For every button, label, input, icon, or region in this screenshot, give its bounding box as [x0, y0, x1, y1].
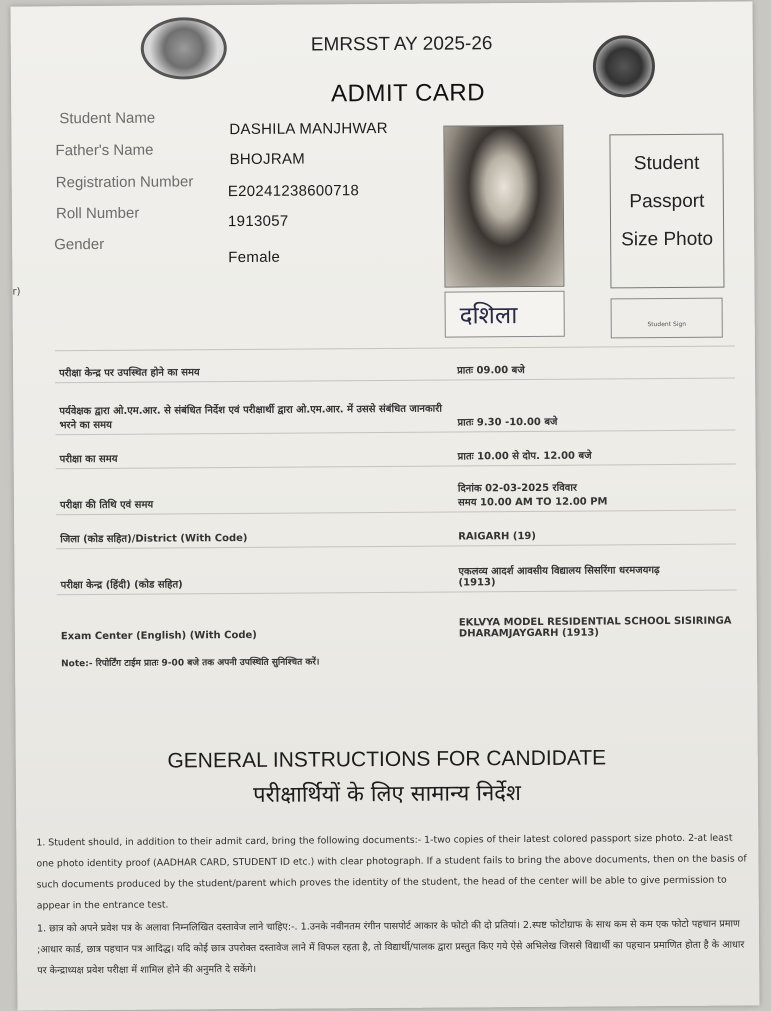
exam-schedule-table	[55, 346, 737, 645]
father-name-value: BHOJRAM	[229, 150, 306, 169]
schedule-key: जिला (कोड सहित)/District (With Code)	[56, 512, 454, 549]
instructions-paragraph-hi: 1. छात्र को अपने प्रवेश पत्र के अलावा निम्नलिखित दस्तावेज लाने चाहिए:-. 1.उनके नवीनतम रंगीन पासपोर्ट आकार के फोटो की दो प्रतियां। 2.स्पष्ट फोटोग्राफ के साथ कम से कम एक फोटो पहचान प्रमाण ;आधार कार्ड, छात्र पहचान पत्र आदिद्ध। यदि कोई छात्र उपरोक्त दस्तावेज लाने में विफल रहता है, तो विद्यार्थी/पालक द्वारा प्रस्तुत किए गये ऐसे अभिलेख जिससे विद्यार्थी का पहचान प्रमाणित होता है के आधार पर केन्द्राध्यक्ष प्रवेश परीक्षा में शामिल होने की अनुमति दे सकेंगे।	[36, 918, 745, 977]
student-signature: दशिला	[459, 301, 518, 330]
schedule-value: प्रातः 9.30 -10.00 बजे	[453, 378, 735, 432]
schedule-key: परीक्षा का समय	[55, 432, 453, 469]
edge-mark: r)	[12, 286, 21, 298]
table-row	[55, 378, 735, 435]
schedule-value-cell	[455, 590, 737, 642]
passport-photo-box	[609, 134, 724, 289]
schedule-value-cell	[454, 464, 736, 512]
admit-card-page	[11, 1, 760, 1010]
gender-value: Female	[228, 248, 281, 267]
student-sign-box	[611, 298, 723, 339]
table-row	[56, 510, 736, 549]
roll-number-value: 1913057	[227, 212, 289, 231]
table-row	[57, 590, 737, 645]
passport-box-line-2: Passport	[629, 190, 705, 213]
emrs-logo-icon	[141, 17, 227, 80]
schedule-value: EKLVYA MODEL RESIDENTIAL SCHOOL SISIRINGA	[458, 615, 732, 628]
schedule-key: परीक्षा केन्द्र पर उपस्थित होने का समय	[55, 348, 453, 383]
table-row	[56, 464, 736, 515]
exam-year-heading: EMRSST AY 2025-26	[310, 33, 493, 56]
reporting-note: Note:- रिपोर्टिंग टाईम प्रातः 9-00 बजे तक अपनी उपस्थिति सुनिश्चित करें।	[61, 657, 320, 670]
table-row	[56, 544, 736, 595]
passport-box-line-3: Size Photo	[621, 228, 714, 251]
father-name-label: Father's Name	[55, 141, 154, 160]
schedule-key: पर्यवेक्षक द्वारा ओ.एम.आर. से संबंधित निर्देश एवं परीक्षार्थी द्वारा ओ.एम.आर. में उससे संबंधित जानकारी भरने का समय	[55, 380, 453, 435]
schedule-value-line-2: (1913)	[458, 577, 496, 589]
student-photo	[443, 125, 564, 288]
schedule-value-line-2: DHARAMJAYGARH (1913)	[458, 627, 599, 639]
schedule-key: Exam Center (English) (With Code)	[57, 592, 455, 645]
registration-number-label: Registration Number	[55, 173, 194, 192]
schedule-value-line-2: समय 10.00 AM TO 12.00 PM	[457, 496, 608, 509]
schedule-value: प्रातः 09.00 बजे	[453, 346, 735, 380]
passport-box-line-1: Student	[633, 152, 700, 175]
table-row	[55, 430, 735, 469]
registration-number-value: E20241238600718	[227, 182, 360, 201]
schedule-key: परीक्षा की तिथि एवं समय	[56, 466, 454, 515]
table-row	[55, 346, 735, 383]
student-sign-label: Student Sign	[647, 320, 687, 329]
schedule-value: दिनांक 02-03-2025 रविवार	[457, 482, 578, 495]
schedule-value: RAIGARH (19)	[454, 510, 736, 546]
admit-card-title: ADMIT CARD	[331, 79, 486, 108]
instructions-title-hi: परीक्षार्थियों के लिए सामान्य निर्देश	[253, 781, 521, 808]
student-name-value: DASHILA MANJHWAR	[229, 119, 388, 139]
schedule-value: एकलव्य आदर्श आवसीय विद्यालय सिसरिंगा धरमजयगढ़	[458, 565, 660, 578]
state-emblem-icon	[593, 35, 655, 97]
student-signature-box	[445, 291, 565, 338]
gender-label: Gender	[54, 235, 105, 254]
instructions-paragraph-en: 1. Student should, in addition to their admit card, bring the following documents:- 1-two copies of their latest colored passport size photo. 2-at least one photo identity proof (AADHAR CARD, STUDENT ID etc.) with clear photograph. If a student fails to bring the above documents, then on the basis of such documents produced by the student/parent which proves the identity of the student, the head of the center will be able to give permission to appear in the entrance test.	[36, 832, 747, 912]
instructions-title-en: GENERAL INSTRUCTIONS FOR CANDIDATE	[167, 746, 607, 773]
schedule-value: प्रातः 10.00 से दोप. 12.00 बजे	[453, 430, 735, 466]
schedule-value-cell	[454, 544, 736, 592]
schedule-key: परीक्षा केन्द्र (हिंदी) (कोड सहित)	[56, 546, 454, 595]
student-name-label: Student Name	[59, 109, 156, 128]
roll-number-label: Roll Number	[55, 204, 140, 223]
